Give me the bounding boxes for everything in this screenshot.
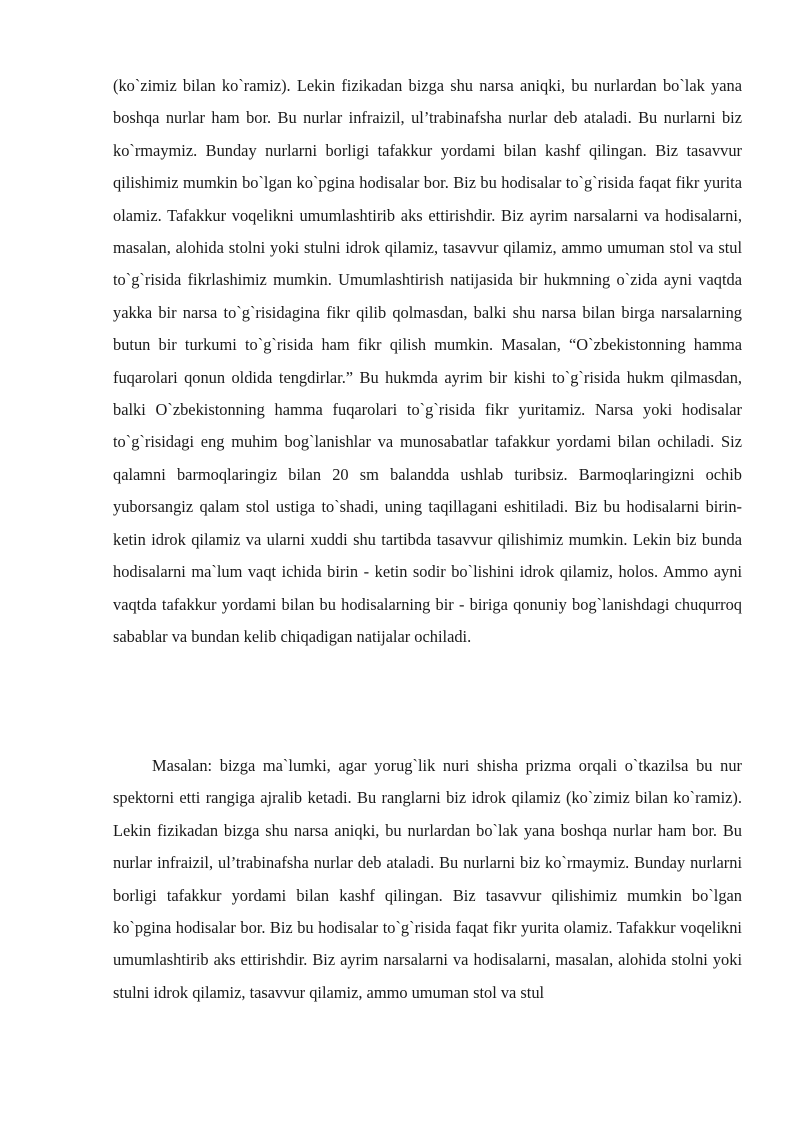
paragraph-1-text: (ko`zimiz bilan ko`ramiz). Lekin fizikadan bizga shu narsa aniqki, bu nurlardan bo`lak yana boshqa nurlar ham bor. Bu nurlar infraizil, ul’trabinafsha nurlar deb ataladi. Bu nurlarni biz ko`rmaymiz. Bunday nurlarni borligi tafakkur yordami bilan kashf qilingan. Biz tasavvur qilishimiz mumkin bo`lgan ko`pgina hodisalar bor. Biz bu hodisalar to`g`risida faqat fikr yurita olamiz. Tafakkur voqelikni umumlashtirib aks ettirishdir. Biz ayrim narsalarni va hodisalarni, masalan, alohida stolni yoki stulni idrok qilamiz, tasavvur qilamiz, ammo umuman stol va stul to`g`risida fikrlashimiz mumkin. Umumlashtirish natijasida bir hukmning o`zida ayni vaqtda yakka bir narsa to`g`risidagina fikr qilib qolmasdan, balki shu narsa bilan birga narsalarning butun bir turkumi to`g`risida ham fikr qilish mumkin. Masalan, “O`zbekistonning hamma fuqarolari qonun oldida tengdirlar.” Bu hukmda ayrim bir kishi to`g`risida hukm qilmasdan, balki O`zbekistonning hamma fuqarolari to`g`risida fikr yuritamiz. Narsa yoki hodisalar to`g`risidagi eng muhim bog`lanishlar va munosabatlar tafakkur yordami bilan ochiladi. Siz qalamni barmoqlaringiz bilan 20 sm balandda ushlab turibsiz. Barmoqlaringizni ochib yuborsangiz qalam stol ustiga to`shadi, uning taqillagani eshitiladi. Biz bu hodisalarni birin-ketin idrok qilamiz va ularni xuddi shu tartibda tasavvur qilishimiz mumkin. Lekin biz bunda hodisalarni ma`lum vaqt ichida birin - ketin sodir bo`lishini idrok qilamiz, holos. Ammo ayni vaqtda tafakkur yordami bilan bu hodisalarning bir - biriga qonuniy bog`lanishdagi chuqurroq sabablar va bundan kelib chiqadigan natijalar ochiladi. [113, 76, 742, 646]
paragraph-example [113, 750, 742, 1009]
paragraph-continuation [113, 70, 742, 653]
paragraph-2-text: Masalan: bizga ma`lumki, agar yorug`lik nuri shisha prizma orqali o`tkazilsa bu nur spektorni etti rangiga ajralib ketadi. Bu ranglarni biz idrok qilamiz (ko`zimiz bilan ko`ramiz). Lekin fizikadan bizga shu narsa aniqki, bu nurlardan bo`lak yana boshqa nurlar ham bor. Bu nurlar infraizil, ul’trabinafsha nurlar deb ataladi. Bu nurlarni biz ko`rmaymiz. Bunday nurlarni borligi tafakkur yordami bilan kashf qilingan. Biz tasavvur qilishimiz mumkin bo`lgan ko`pgina hodisalar bor. Biz bu hodisalar to`g`risida faqat fikr yurita olamiz. Tafakkur voqelikni umumlashtirib aks ettirishdir. Biz ayrim narsalarni va hodisalarni, masalan, alohida stolni yoki stulni idrok qilamiz, tasavvur qilamiz, ammo umuman stol va stul [113, 756, 742, 1002]
